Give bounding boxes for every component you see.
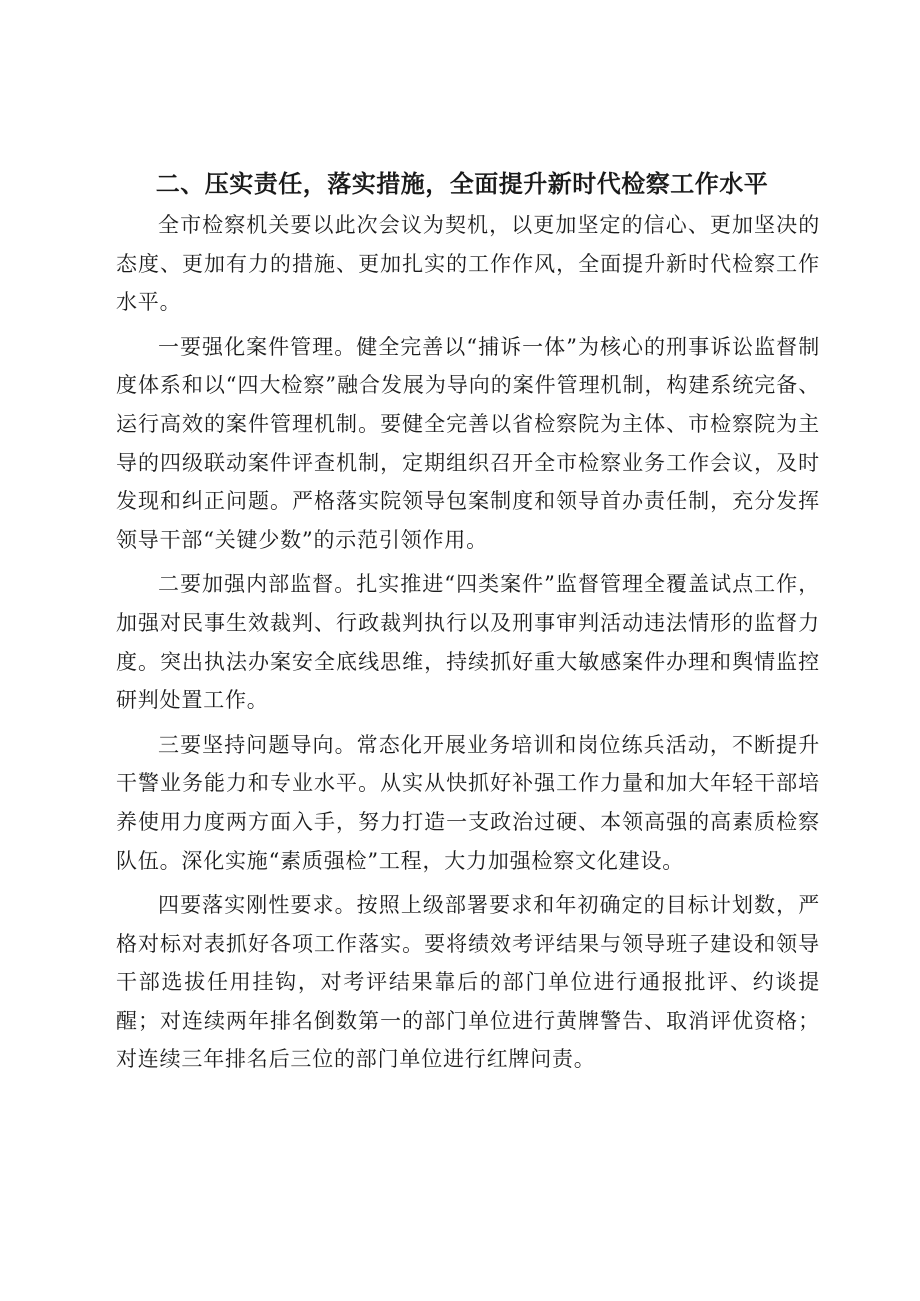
paragraph-case-management: 一要强化案件管理。健全完善以“捕诉一体”为核心的刑事诉讼监督制度体系和以“四大检察”融合发展为导向的案件管理机制，构建系统完备、运行高效的案件管理机制。要健全完善以省检察院为主体、市检察院为主导的四级联动案件评查机制，定期组织召开全市检察业务工作会议，及时发现和纠正问题。严格落实院领导包案制度和领导首办责任制，充分发挥领导干部“关键少数”的示范引领作用。: [116, 334, 820, 552]
paragraph-rigid-requirements: 四要落实刚性要求。按照上级部署要求和年初确定的目标计划数，严格对标对表抓好各项工作落实。要将绩效考评结果与领导班子建设和领导干部选拔任用挂钩，对考评结果靠后的部门单位进行通报批评、约谈提醒；对连续两年排名倒数第一的部门单位进行黄牌警告、取消评优资格；对连续三年排名后三位的部门单位进行红牌问责。: [116, 893, 820, 1072]
document-body: [116, 206, 820, 1085]
paragraph-internal-supervision: 二要加强内部监督。扎实推进“四类案件”监督管理全覆盖试点工作，加强对民事生效裁判、行政裁判执行以及刑事审判活动违法情形的监督力度。突出执法办案安全底线思维，持续抓好重大敏感案件办理和舆情监控研判处置工作。: [116, 572, 820, 713]
paragraph-intro: 全市检察机关要以此次会议为契机，以更加坚定的信心、更加坚决的态度、更加有力的措施、更加扎实的工作作风，全面提升新时代检察工作水平。: [116, 213, 820, 315]
paragraph-problem-orientation: 三要坚持问题导向。常态化开展业务培训和岗位练兵活动，不断提升干警业务能力和专业水平。从实从快抓好补强工作力量和加大年轻干部培养使用力度两方面入手，努力打造一支政治过硬、本领高强的高素质检察队伍。深化实施“素质强检”工程，大力加强检察文化建设。: [116, 732, 820, 873]
section-heading: 二、压实责任，落实措施，全面提升新时代检察工作水平: [155, 170, 769, 198]
